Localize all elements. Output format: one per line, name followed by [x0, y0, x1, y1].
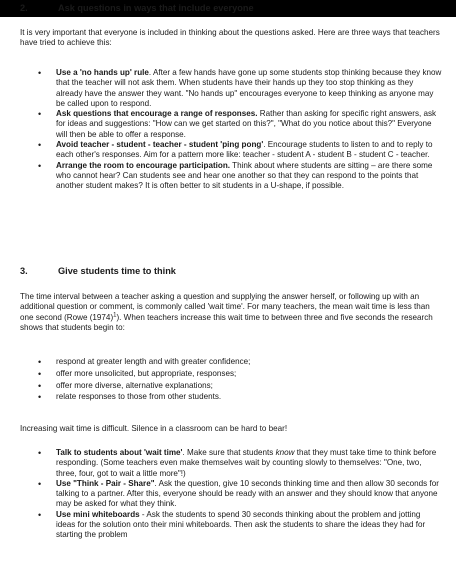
list-item-bold: Use a 'no hands up' rule	[56, 68, 149, 77]
list-item-bold: Ask questions that encourage a range of responses.	[56, 109, 258, 119]
list-item	[38, 448, 442, 479]
list-item-text: . Ask the question, give 10 seconds thinking time and then allow 30 seconds for talking to a partner. After this, everyone should be ready with an answer and they should know that anyone may be asked for what they think.	[56, 478, 439, 509]
section-2-heading	[20, 2, 440, 14]
list-item	[38, 109, 442, 140]
list-item	[38, 510, 442, 541]
section-3-heading	[20, 265, 440, 277]
list-item: • relate responses to those from other students.	[38, 392, 442, 402]
wait-time-strategies-list	[38, 448, 442, 541]
list-item-text: Think about where students are sitting – are there some who cannot hear? Can students see and hear one another so that they can respond to the points that another student makes? It is often better to sit students in a U-shape, if possible.	[56, 160, 433, 191]
list-item-text: . Encourage students to listen to and to reply to each other's responses. Aim for a pattern more like: teacher - student A - student B - student C - teacher.	[56, 140, 433, 160]
inclusion-strategies-list	[38, 68, 442, 192]
list-item	[38, 161, 442, 192]
section-2-intro: It is very important that everyone is included in thinking about the questions asked. Here are three ways that teachers have tried to achieve this:	[20, 28, 440, 48]
list-item: • offer more unsolicited, but appropriate, responses;	[38, 369, 442, 379]
wait-time-difficulty: Increasing wait time is difficult. Silence in a classroom can be hard to bear!	[20, 424, 288, 433]
list-item: • respond at greater length and with greater confidence;	[38, 357, 442, 367]
section-3-number: 3.	[20, 266, 28, 276]
list-item-text: . After a few hands have gone up some students stop thinking because they know that the teacher will not ask them. When students have their hands up they too stop thinking as they already have the answer they want. "No hands up" encourages everyone to keep thinking as anyone may be called upon to respond.	[56, 68, 442, 108]
section-2-title: Ask questions in ways that include everyone	[58, 3, 254, 13]
list-item	[38, 68, 442, 109]
list-item-text: - Ask the students to spend 30 seconds thinking about the problem and jotting ideas for the solution onto their mini whiteboards. Then ask the students to share the ideas they had for starting the problem	[56, 509, 426, 540]
student-effects-list	[38, 357, 442, 404]
intro-text-a: The time interval between a teacher asking a question and supplying the answer herself, or following up with an additional question or comment, is commonly called 'wait time'. For many teachers, the mean wait time is less than one second (Rowe (1974)	[20, 292, 430, 322]
section-3-intro	[20, 292, 442, 333]
section-2-number: 2.	[20, 3, 28, 13]
intro-text-b: ). When teachers increase this wait time to between three and five seconds the research shows that students begin to:	[20, 312, 433, 332]
list-item-text: that they must take time to think before responding. (Some teachers even make themselves wait by counting slowly to themselves: "One, two, three, four, got to wait a little more"!)	[56, 448, 437, 478]
list-item	[38, 140, 442, 161]
footnote-marker: 1	[113, 311, 117, 318]
list-item	[38, 479, 442, 510]
section-3-title: Give students time to think	[58, 266, 176, 276]
list-item-italic: know	[275, 448, 295, 457]
list-item-bold: Use "Think - Pair - Share"	[56, 478, 155, 488]
list-item-text: Rather than asking for specific right answers, ask for ideas and suggestions: "How can we get started on this?", "What do you notice about this?" Everyone will then be able to offer a response.	[56, 109, 437, 139]
list-item-text: . Make sure that students	[182, 448, 276, 457]
list-item-bold: Avoid teacher - student - teacher - student 'ping pong'	[56, 140, 264, 150]
list-item-bold: Talk to students about 'wait time'	[56, 448, 183, 457]
list-item-bold: Arrange the room to encourage participation.	[56, 160, 231, 170]
list-item: • offer more diverse, alternative explanations;	[38, 381, 442, 391]
list-item-bold: Use mini whiteboards	[56, 509, 140, 519]
